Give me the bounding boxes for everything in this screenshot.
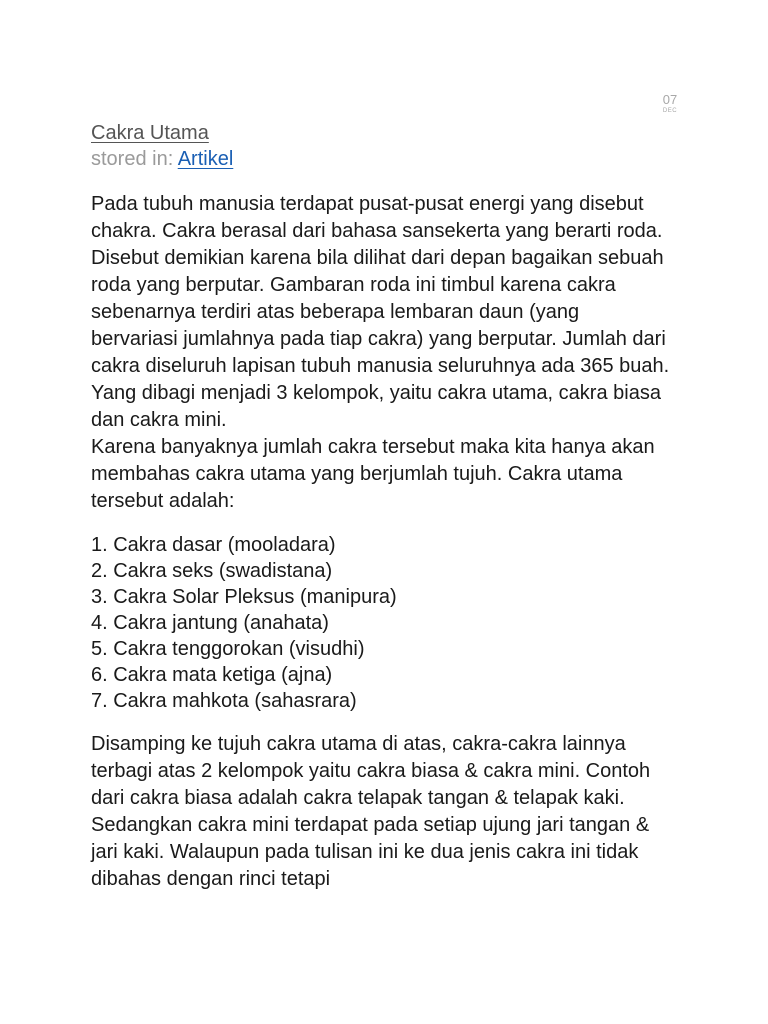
list-item: 3. Cakra Solar Pleksus (manipura) bbox=[91, 586, 397, 608]
list-item: 1. Cakra dasar (mooladara) bbox=[91, 534, 336, 556]
other-chakras-paragraph: Disamping ke tujuh cakra utama di atas, cakra-cakra lainnya terbagi atas 2 kelompok yaitu cakra biasa & cakra mini. Contoh dari cakra biasa adalah cakra telapak tangan & telapak kaki. Sedangkan cakra mini terdapat pada setiap ujung jari tangan & jari kaki. Walaupun pada tulisan ini ke dua jenis cakra ini tidak dibahas dengan rinci tetapi bbox=[91, 733, 651, 890]
post-header bbox=[91, 120, 691, 172]
category-link[interactable]: Artikel bbox=[177, 148, 234, 170]
intro-paragraph: Pada tubuh manusia terdapat pusat-pusat energi yang disebut chakra. Cakra berasal dari bahasa sansekerta yang berarti roda. Disebut demikian karena bila dilihat dari depan bagaikan sebuah roda yang berputar. Gambaran roda ini timbul karena cakra sebenarnya terdiri atas beberapa lembaran daun (yang bervariasi jumlahnya pada tiap cakra) yang berputar. Jumlah dari cakra diseluruh lapisan tubuh manusia seluruhnya ada 365 buah. Yang dibagi menjadi 3 kelompok, yaitu cakra utama, cakra biasa dan cakra mini. bbox=[91, 193, 670, 431]
chakra-list bbox=[91, 532, 691, 714]
main-chakra-intro-paragraph: Karena banyaknya jumlah cakra tersebut maka kita hanya akan membahas cakra utama yang berjumlah tujuh. Cakra utama tersebut adalah: bbox=[91, 436, 655, 512]
list-item: 5. Cakra tenggorokan (visudhi) bbox=[91, 638, 365, 660]
post-title[interactable]: Cakra Utama bbox=[91, 122, 209, 144]
post-date-month: DEC bbox=[662, 108, 678, 114]
post-content bbox=[91, 191, 691, 893]
stored-in-label: stored in: bbox=[91, 148, 178, 170]
post-date bbox=[650, 92, 690, 115]
post-date-day: 07 bbox=[662, 92, 678, 107]
list-item: 7. Cakra mahkota (sahasrara) bbox=[91, 690, 357, 712]
list-item: 4. Cakra jantung (anahata) bbox=[91, 612, 329, 634]
stored-in-line bbox=[91, 146, 691, 172]
list-item: 6. Cakra mata ketiga (ajna) bbox=[91, 664, 333, 686]
list-item: 2. Cakra seks (swadistana) bbox=[91, 560, 333, 582]
